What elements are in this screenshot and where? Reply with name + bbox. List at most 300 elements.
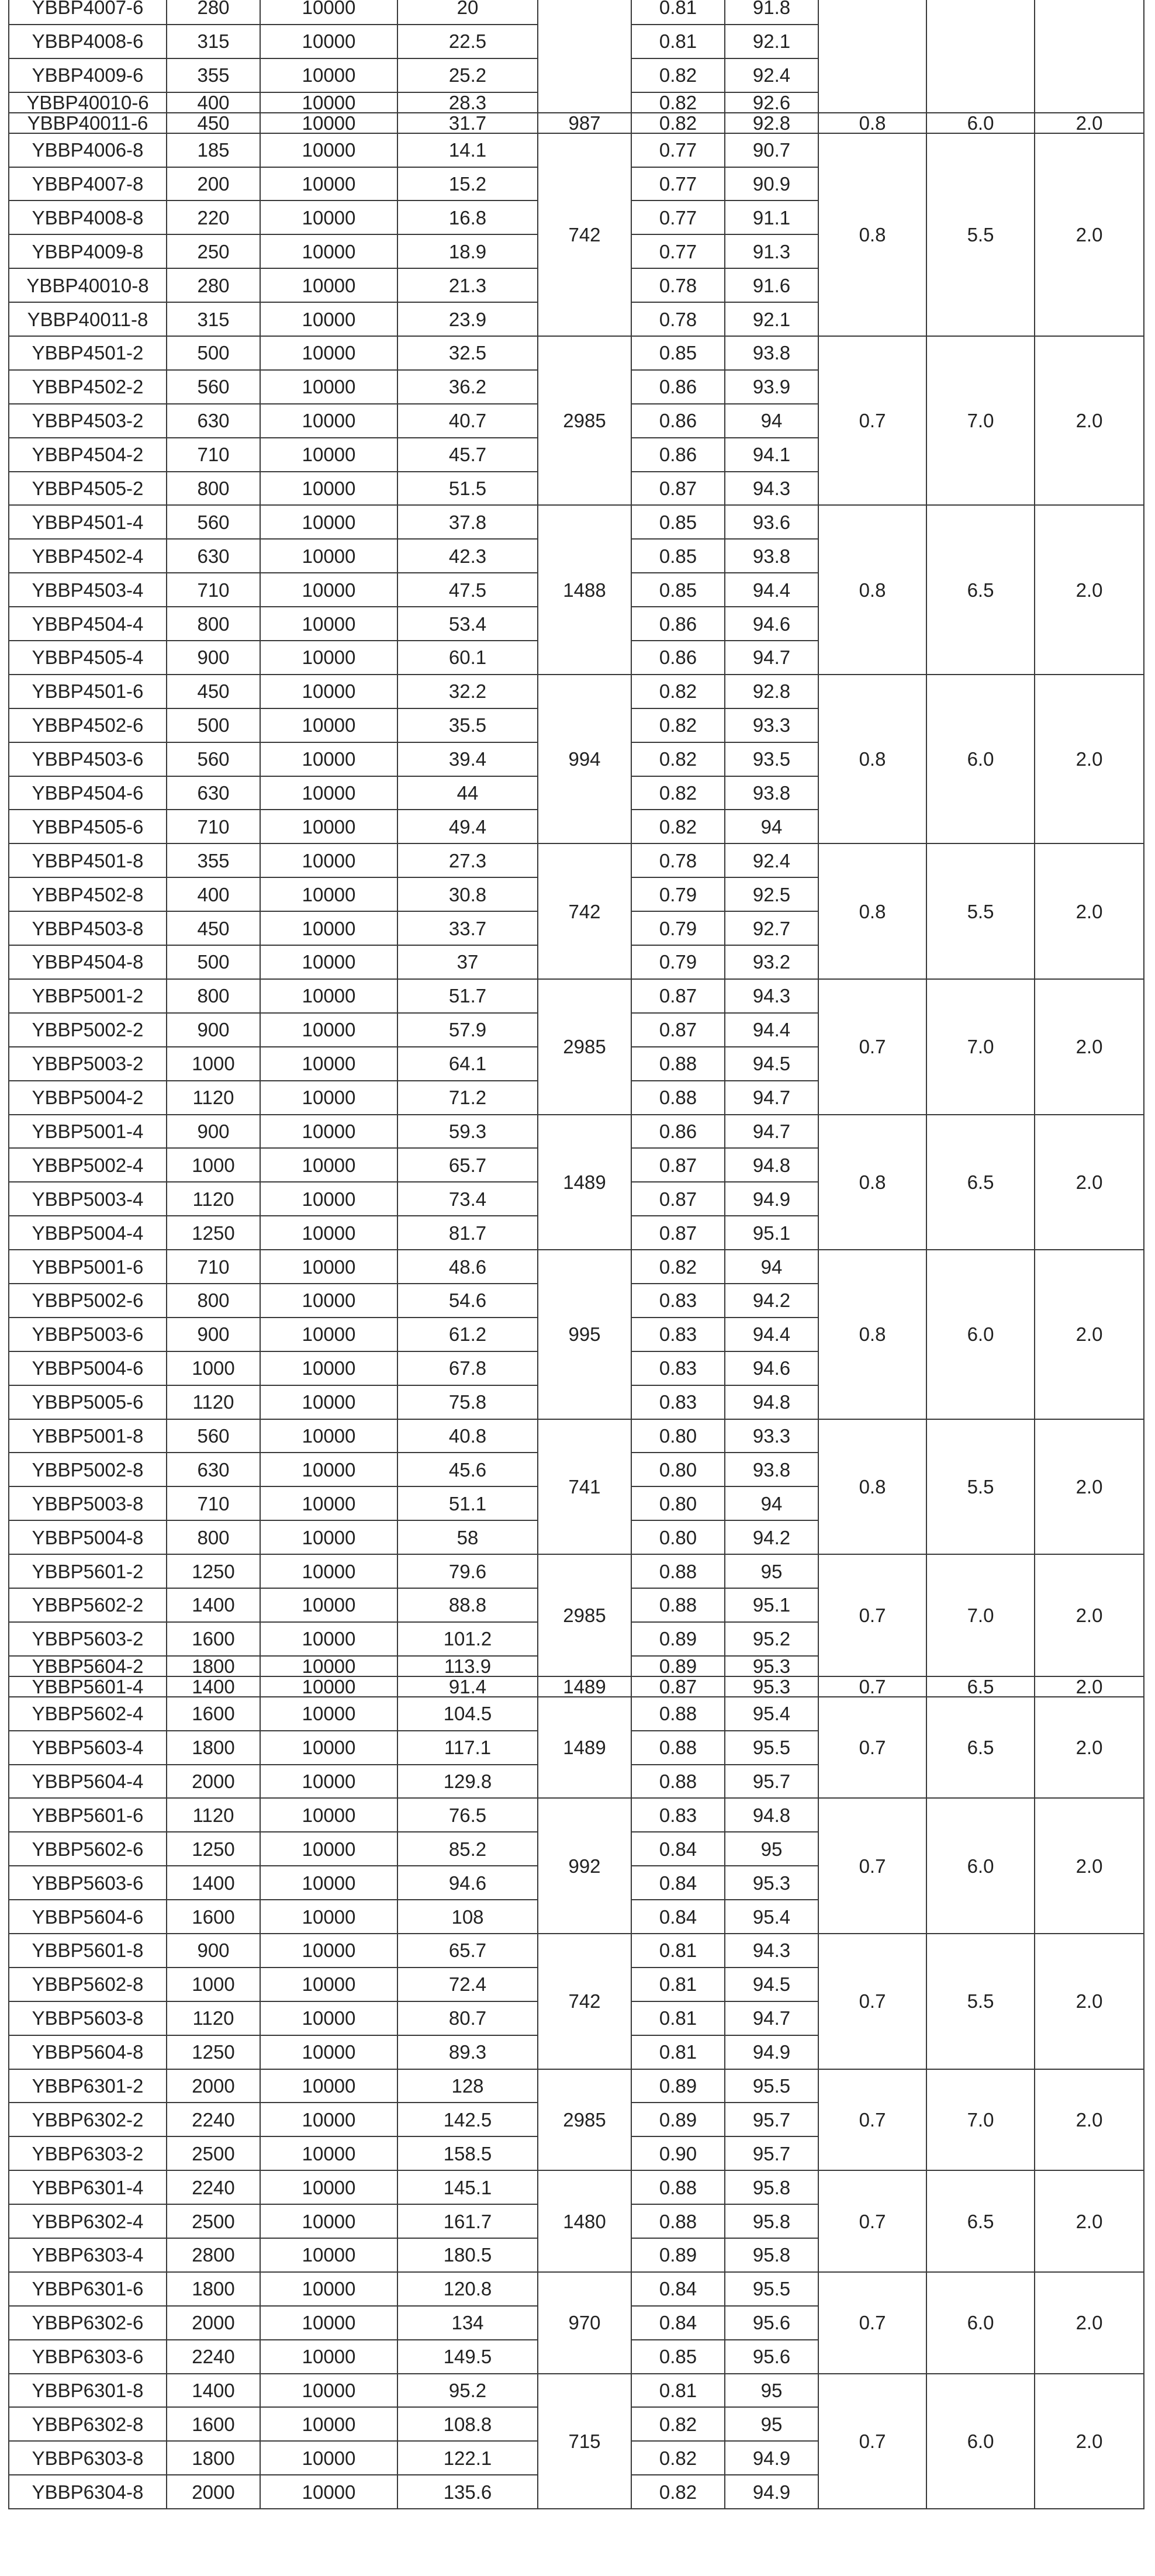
ratio-col-3-cell: 2.0 xyxy=(1035,1419,1144,1555)
power-factor-cell: 0.85 xyxy=(631,573,725,607)
table-row xyxy=(9,1697,1144,1731)
power-kw-cell: 315 xyxy=(167,25,260,58)
power-kw-cell: 1250 xyxy=(167,2035,260,2069)
power-factor-cell: 0.86 xyxy=(631,438,725,472)
power-factor-cell: 0.87 xyxy=(631,472,725,506)
voltage-cell: 10000 xyxy=(260,505,397,539)
power-factor-cell: 0.78 xyxy=(631,268,725,302)
power-factor-cell: 0.88 xyxy=(631,2204,725,2238)
current-cell: 23.9 xyxy=(397,302,538,336)
efficiency-cell: 93.9 xyxy=(725,370,818,404)
current-cell: 31.7 xyxy=(397,113,538,133)
efficiency-cell: 95.3 xyxy=(725,1656,818,1676)
model-cell: YBBP40011-6 xyxy=(9,113,167,133)
model-cell: YBBP5603-2 xyxy=(9,1622,167,1656)
efficiency-cell: 94.4 xyxy=(725,1318,818,1351)
power-kw-cell: 2240 xyxy=(167,2103,260,2136)
voltage-cell: 10000 xyxy=(260,2103,397,2136)
power-kw-cell: 900 xyxy=(167,641,260,675)
efficiency-cell: 95.4 xyxy=(725,1697,818,1731)
power-kw-cell: 450 xyxy=(167,113,260,133)
ratio-col-2-cell: 6.0 xyxy=(926,2272,1035,2374)
power-factor-cell: 0.80 xyxy=(631,1486,725,1520)
voltage-cell: 10000 xyxy=(260,1832,397,1866)
power-factor-cell: 0.81 xyxy=(631,1968,725,2001)
model-cell: YBBP6302-2 xyxy=(9,2103,167,2136)
model-cell: YBBP5002-2 xyxy=(9,1013,167,1047)
ratio-col-1-cell xyxy=(818,0,926,113)
current-cell: 49.4 xyxy=(397,810,538,843)
model-cell: YBBP4504-2 xyxy=(9,438,167,472)
current-cell: 65.7 xyxy=(397,1934,538,1968)
efficiency-cell: 94.5 xyxy=(725,1968,818,2001)
current-cell: 36.2 xyxy=(397,370,538,404)
voltage-cell: 10000 xyxy=(260,1968,397,2001)
voltage-cell: 10000 xyxy=(260,92,397,113)
power-kw-cell: 185 xyxy=(167,133,260,167)
efficiency-cell: 91.3 xyxy=(725,234,818,268)
power-factor-cell: 0.86 xyxy=(631,641,725,675)
voltage-cell: 10000 xyxy=(260,1385,397,1419)
speed-rpm-cell: 995 xyxy=(538,1250,631,1419)
voltage-cell: 10000 xyxy=(260,2441,397,2475)
model-cell: YBBP6303-8 xyxy=(9,2441,167,2475)
voltage-cell: 10000 xyxy=(260,945,397,979)
power-factor-cell: 0.77 xyxy=(631,200,725,234)
table-row xyxy=(9,2272,1144,2306)
speed-rpm-cell: 2985 xyxy=(538,1554,631,1676)
voltage-cell: 10000 xyxy=(260,1588,397,1622)
power-factor-cell: 0.81 xyxy=(631,2035,725,2069)
voltage-cell: 10000 xyxy=(260,2374,397,2408)
efficiency-cell: 95.8 xyxy=(725,2170,818,2204)
power-kw-cell: 1800 xyxy=(167,1656,260,1676)
power-kw-cell: 1800 xyxy=(167,1731,260,1765)
voltage-cell: 10000 xyxy=(260,911,397,945)
power-kw-cell: 630 xyxy=(167,1453,260,1486)
ratio-col-1-cell: 0.7 xyxy=(818,2170,926,2272)
power-kw-cell: 900 xyxy=(167,1318,260,1351)
power-kw-cell: 280 xyxy=(167,268,260,302)
ratio-col-3-cell: 2.0 xyxy=(1035,133,1144,336)
current-cell: 16.8 xyxy=(397,200,538,234)
efficiency-cell: 94.4 xyxy=(725,1013,818,1047)
efficiency-cell: 95.6 xyxy=(725,2340,818,2374)
voltage-cell: 10000 xyxy=(260,1148,397,1182)
voltage-cell: 10000 xyxy=(260,776,397,810)
current-cell: 60.1 xyxy=(397,641,538,675)
model-cell: YBBP6301-6 xyxy=(9,2272,167,2306)
current-cell: 32.2 xyxy=(397,675,538,708)
efficiency-cell: 93.5 xyxy=(725,742,818,776)
power-kw-cell: 560 xyxy=(167,370,260,404)
ratio-col-2-cell: 5.5 xyxy=(926,843,1035,979)
current-cell: 108 xyxy=(397,1900,538,1934)
model-cell: YBBP4008-8 xyxy=(9,200,167,234)
power-factor-cell: 0.86 xyxy=(631,370,725,404)
current-cell: 85.2 xyxy=(397,1832,538,1866)
power-factor-cell: 0.82 xyxy=(631,1250,725,1284)
voltage-cell: 10000 xyxy=(260,1554,397,1588)
efficiency-cell: 94 xyxy=(725,1486,818,1520)
power-kw-cell: 2000 xyxy=(167,2306,260,2340)
model-cell: YBBP6301-4 xyxy=(9,2170,167,2204)
ratio-col-3-cell: 2.0 xyxy=(1035,1934,1144,2069)
power-factor-cell: 0.80 xyxy=(631,1520,725,1554)
power-kw-cell: 1600 xyxy=(167,2407,260,2441)
model-cell: YBBP4009-6 xyxy=(9,58,167,92)
model-cell: YBBP4505-2 xyxy=(9,472,167,506)
power-kw-cell: 560 xyxy=(167,1419,260,1453)
current-cell: 65.7 xyxy=(397,1148,538,1182)
efficiency-cell: 95.1 xyxy=(725,1588,818,1622)
current-cell: 27.3 xyxy=(397,843,538,877)
efficiency-cell: 95.3 xyxy=(725,1866,818,1900)
table-row xyxy=(9,2069,1144,2103)
efficiency-cell: 95.5 xyxy=(725,2272,818,2306)
efficiency-cell: 95 xyxy=(725,1832,818,1866)
power-factor-cell: 0.82 xyxy=(631,92,725,113)
current-cell: 80.7 xyxy=(397,2001,538,2035)
voltage-cell: 10000 xyxy=(260,1866,397,1900)
model-cell: YBBP6303-4 xyxy=(9,2238,167,2272)
efficiency-cell: 92.5 xyxy=(725,877,818,911)
current-cell: 88.8 xyxy=(397,1588,538,1622)
table-row xyxy=(9,505,1144,539)
ratio-col-3-cell: 2.0 xyxy=(1035,1676,1144,1697)
power-factor-cell: 0.84 xyxy=(631,2272,725,2306)
model-cell: YBBP5003-6 xyxy=(9,1318,167,1351)
model-cell: YBBP4505-4 xyxy=(9,641,167,675)
efficiency-cell: 91.6 xyxy=(725,268,818,302)
efficiency-cell: 94.3 xyxy=(725,472,818,506)
power-factor-cell: 0.82 xyxy=(631,742,725,776)
speed-rpm-cell: 1489 xyxy=(538,1115,631,1250)
model-cell: YBBP40011-8 xyxy=(9,302,167,336)
speed-rpm-cell xyxy=(538,0,631,113)
table-row xyxy=(9,133,1144,167)
power-kw-cell: 1600 xyxy=(167,1622,260,1656)
ratio-col-2-cell: 6.5 xyxy=(926,2170,1035,2272)
ratio-col-1-cell: 0.7 xyxy=(818,2374,926,2509)
model-cell: YBBP5604-4 xyxy=(9,1765,167,1799)
current-cell: 101.2 xyxy=(397,1622,538,1656)
efficiency-cell: 94.3 xyxy=(725,1934,818,1968)
power-factor-cell: 0.88 xyxy=(631,1765,725,1799)
efficiency-cell: 94.2 xyxy=(725,1520,818,1554)
model-cell: YBBP5001-6 xyxy=(9,1250,167,1284)
current-cell: 51.5 xyxy=(397,472,538,506)
current-cell: 128 xyxy=(397,2069,538,2103)
ratio-col-1-cell: 0.7 xyxy=(818,1934,926,2069)
power-kw-cell: 1120 xyxy=(167,1798,260,1832)
table-row xyxy=(9,1676,1144,1697)
table-row xyxy=(9,1115,1144,1149)
model-cell: YBBP5602-2 xyxy=(9,1588,167,1622)
efficiency-cell: 94 xyxy=(725,1250,818,1284)
model-cell: YBBP4501-2 xyxy=(9,336,167,370)
model-cell: YBBP4504-6 xyxy=(9,776,167,810)
current-cell: 37 xyxy=(397,945,538,979)
model-cell: YBBP4501-8 xyxy=(9,843,167,877)
current-cell: 108.8 xyxy=(397,2407,538,2441)
model-cell: YBBP5601-2 xyxy=(9,1554,167,1588)
power-factor-cell: 0.86 xyxy=(631,607,725,641)
model-cell: YBBP5001-2 xyxy=(9,979,167,1013)
current-cell: 94.6 xyxy=(397,1866,538,1900)
speed-rpm-cell: 742 xyxy=(538,1934,631,2069)
model-cell: YBBP6303-2 xyxy=(9,2136,167,2170)
power-factor-cell: 0.82 xyxy=(631,113,725,133)
efficiency-cell: 95 xyxy=(725,1554,818,1588)
model-cell: YBBP5004-8 xyxy=(9,1520,167,1554)
power-factor-cell: 0.79 xyxy=(631,911,725,945)
voltage-cell: 10000 xyxy=(260,2407,397,2441)
current-cell: 14.1 xyxy=(397,133,538,167)
speed-rpm-cell: 715 xyxy=(538,2374,631,2509)
power-factor-cell: 0.82 xyxy=(631,708,725,742)
current-cell: 40.7 xyxy=(397,404,538,438)
power-kw-cell: 2500 xyxy=(167,2204,260,2238)
power-kw-cell: 1120 xyxy=(167,1385,260,1419)
voltage-cell: 10000 xyxy=(260,268,397,302)
current-cell: 142.5 xyxy=(397,2103,538,2136)
power-factor-cell: 0.89 xyxy=(631,2238,725,2272)
current-cell: 20 xyxy=(397,0,538,25)
efficiency-cell: 95 xyxy=(725,2407,818,2441)
model-cell: YBBP5602-8 xyxy=(9,1968,167,2001)
model-cell: YBBP5601-6 xyxy=(9,1798,167,1832)
efficiency-cell: 94.6 xyxy=(725,1351,818,1385)
voltage-cell: 10000 xyxy=(260,2204,397,2238)
current-cell: 48.6 xyxy=(397,1250,538,1284)
ratio-col-1-cell: 0.7 xyxy=(818,1798,926,1934)
voltage-cell: 10000 xyxy=(260,234,397,268)
speed-rpm-cell: 741 xyxy=(538,1419,631,1555)
table-row xyxy=(9,113,1144,133)
voltage-cell: 10000 xyxy=(260,573,397,607)
voltage-cell: 10000 xyxy=(260,167,397,201)
current-cell: 61.2 xyxy=(397,1318,538,1351)
efficiency-cell: 92.4 xyxy=(725,58,818,92)
efficiency-cell: 95.2 xyxy=(725,1622,818,1656)
ratio-col-2-cell: 7.0 xyxy=(926,1554,1035,1676)
voltage-cell: 10000 xyxy=(260,641,397,675)
ratio-col-3-cell: 2.0 xyxy=(1035,505,1144,674)
power-factor-cell: 0.88 xyxy=(631,1731,725,1765)
current-cell: 113.9 xyxy=(397,1656,538,1676)
power-kw-cell: 710 xyxy=(167,1250,260,1284)
current-cell: 39.4 xyxy=(397,742,538,776)
power-factor-cell: 0.87 xyxy=(631,1148,725,1182)
table-row xyxy=(9,1419,1144,1453)
efficiency-cell: 93.8 xyxy=(725,336,818,370)
efficiency-cell: 94.6 xyxy=(725,607,818,641)
voltage-cell: 10000 xyxy=(260,2272,397,2306)
current-cell: 135.6 xyxy=(397,2475,538,2509)
table-row xyxy=(9,1250,1144,1284)
ratio-col-2-cell: 7.0 xyxy=(926,2069,1035,2171)
power-kw-cell: 400 xyxy=(167,877,260,911)
model-cell: YBBP6302-4 xyxy=(9,2204,167,2238)
efficiency-cell: 95.4 xyxy=(725,1900,818,1934)
efficiency-cell: 95.6 xyxy=(725,2306,818,2340)
power-kw-cell: 1000 xyxy=(167,1047,260,1081)
table-row xyxy=(9,1934,1144,1968)
power-factor-cell: 0.77 xyxy=(631,234,725,268)
power-kw-cell: 1800 xyxy=(167,2272,260,2306)
ratio-col-2-cell: 5.5 xyxy=(926,1934,1035,2069)
voltage-cell: 10000 xyxy=(260,404,397,438)
power-kw-cell: 1120 xyxy=(167,2001,260,2035)
power-kw-cell: 200 xyxy=(167,167,260,201)
efficiency-cell: 90.7 xyxy=(725,133,818,167)
ratio-col-1-cell: 0.8 xyxy=(818,675,926,843)
voltage-cell: 10000 xyxy=(260,1765,397,1799)
efficiency-cell: 95 xyxy=(725,2374,818,2408)
model-cell: YBBP5002-4 xyxy=(9,1148,167,1182)
voltage-cell: 10000 xyxy=(260,1047,397,1081)
power-factor-cell: 0.80 xyxy=(631,1419,725,1453)
current-cell: 35.5 xyxy=(397,708,538,742)
ratio-col-1-cell: 0.7 xyxy=(818,2069,926,2171)
voltage-cell: 10000 xyxy=(260,1798,397,1832)
model-cell: YBBP4503-8 xyxy=(9,911,167,945)
ratio-col-3-cell: 2.0 xyxy=(1035,2069,1144,2171)
ratio-col-3-cell: 2.0 xyxy=(1035,843,1144,979)
ratio-col-3-cell: 2.0 xyxy=(1035,2272,1144,2374)
model-cell: YBBP5001-8 xyxy=(9,1419,167,1453)
power-kw-cell: 315 xyxy=(167,302,260,336)
efficiency-cell: 95.5 xyxy=(725,1731,818,1765)
power-kw-cell: 1800 xyxy=(167,2441,260,2475)
model-cell: YBBP4501-6 xyxy=(9,675,167,708)
voltage-cell: 10000 xyxy=(260,843,397,877)
power-factor-cell: 0.81 xyxy=(631,1934,725,1968)
current-cell: 42.3 xyxy=(397,539,538,573)
ratio-col-2-cell: 6.0 xyxy=(926,1798,1035,1934)
power-factor-cell: 0.83 xyxy=(631,1351,725,1385)
voltage-cell: 10000 xyxy=(260,607,397,641)
efficiency-cell: 94.7 xyxy=(725,1081,818,1115)
current-cell: 76.5 xyxy=(397,1798,538,1832)
power-factor-cell: 0.82 xyxy=(631,58,725,92)
efficiency-cell: 93.3 xyxy=(725,708,818,742)
current-cell: 51.1 xyxy=(397,1486,538,1520)
power-factor-cell: 0.88 xyxy=(631,1081,725,1115)
current-cell: 79.6 xyxy=(397,1554,538,1588)
power-kw-cell: 560 xyxy=(167,742,260,776)
power-factor-cell: 0.88 xyxy=(631,1554,725,1588)
power-factor-cell: 0.81 xyxy=(631,2001,725,2035)
power-kw-cell: 2000 xyxy=(167,2069,260,2103)
efficiency-cell: 94.9 xyxy=(725,2475,818,2509)
power-kw-cell: 1250 xyxy=(167,1832,260,1866)
efficiency-cell: 95.3 xyxy=(725,1676,818,1697)
power-factor-cell: 0.89 xyxy=(631,2069,725,2103)
current-cell: 45.7 xyxy=(397,438,538,472)
model-cell: YBBP5602-6 xyxy=(9,1832,167,1866)
voltage-cell: 10000 xyxy=(260,1486,397,1520)
ratio-col-1-cell: 0.7 xyxy=(818,979,926,1115)
model-cell: YBBP6301-8 xyxy=(9,2374,167,2408)
motor-spec-table xyxy=(8,0,1144,2509)
ratio-col-1-cell: 0.7 xyxy=(818,336,926,505)
voltage-cell: 10000 xyxy=(260,2475,397,2509)
power-factor-cell: 0.88 xyxy=(631,1588,725,1622)
power-factor-cell: 0.81 xyxy=(631,0,725,25)
current-cell: 44 xyxy=(397,776,538,810)
current-cell: 22.5 xyxy=(397,25,538,58)
voltage-cell: 10000 xyxy=(260,1622,397,1656)
power-kw-cell: 500 xyxy=(167,945,260,979)
model-cell: YBBP4009-8 xyxy=(9,234,167,268)
current-cell: 58 xyxy=(397,1520,538,1554)
voltage-cell: 10000 xyxy=(260,1351,397,1385)
efficiency-cell: 94.9 xyxy=(725,1182,818,1216)
voltage-cell: 10000 xyxy=(260,200,397,234)
model-cell: YBBP5603-4 xyxy=(9,1731,167,1765)
voltage-cell: 10000 xyxy=(260,370,397,404)
ratio-col-3-cell: 2.0 xyxy=(1035,2374,1144,2509)
voltage-cell: 10000 xyxy=(260,1216,397,1250)
power-factor-cell: 0.87 xyxy=(631,979,725,1013)
efficiency-cell: 91.1 xyxy=(725,200,818,234)
model-cell: YBBP5003-4 xyxy=(9,1182,167,1216)
model-cell: YBBP4505-6 xyxy=(9,810,167,843)
power-factor-cell: 0.89 xyxy=(631,1656,725,1676)
current-cell: 180.5 xyxy=(397,2238,538,2272)
power-kw-cell: 1400 xyxy=(167,2374,260,2408)
table-row xyxy=(9,1798,1144,1832)
voltage-cell: 10000 xyxy=(260,113,397,133)
voltage-cell: 10000 xyxy=(260,1250,397,1284)
speed-rpm-cell: 2985 xyxy=(538,336,631,505)
power-kw-cell: 710 xyxy=(167,573,260,607)
power-kw-cell: 800 xyxy=(167,1520,260,1554)
voltage-cell: 10000 xyxy=(260,1013,397,1047)
ratio-col-2-cell: 6.0 xyxy=(926,1250,1035,1419)
power-kw-cell: 630 xyxy=(167,404,260,438)
power-kw-cell: 355 xyxy=(167,58,260,92)
voltage-cell: 10000 xyxy=(260,979,397,1013)
power-kw-cell: 710 xyxy=(167,810,260,843)
model-cell: YBBP4008-6 xyxy=(9,25,167,58)
efficiency-cell: 93.3 xyxy=(725,1419,818,1453)
current-cell: 161.7 xyxy=(397,2204,538,2238)
voltage-cell: 10000 xyxy=(260,1731,397,1765)
efficiency-cell: 95.7 xyxy=(725,2103,818,2136)
voltage-cell: 10000 xyxy=(260,2340,397,2374)
model-cell: YBBP4501-4 xyxy=(9,505,167,539)
ratio-col-2-cell: 6.0 xyxy=(926,675,1035,843)
voltage-cell: 10000 xyxy=(260,675,397,708)
model-cell: YBBP5604-2 xyxy=(9,1656,167,1676)
power-kw-cell: 800 xyxy=(167,607,260,641)
model-cell: YBBP4503-4 xyxy=(9,573,167,607)
efficiency-cell: 92.7 xyxy=(725,911,818,945)
efficiency-cell: 94.8 xyxy=(725,1385,818,1419)
power-factor-cell: 0.87 xyxy=(631,1216,725,1250)
model-cell: YBBP5003-2 xyxy=(9,1047,167,1081)
power-kw-cell: 2000 xyxy=(167,2475,260,2509)
voltage-cell: 10000 xyxy=(260,1697,397,1731)
model-cell: YBBP4502-4 xyxy=(9,539,167,573)
power-kw-cell: 220 xyxy=(167,200,260,234)
power-factor-cell: 0.88 xyxy=(631,2170,725,2204)
ratio-col-1-cell: 0.7 xyxy=(818,1697,926,1799)
efficiency-cell: 91.8 xyxy=(725,0,818,25)
